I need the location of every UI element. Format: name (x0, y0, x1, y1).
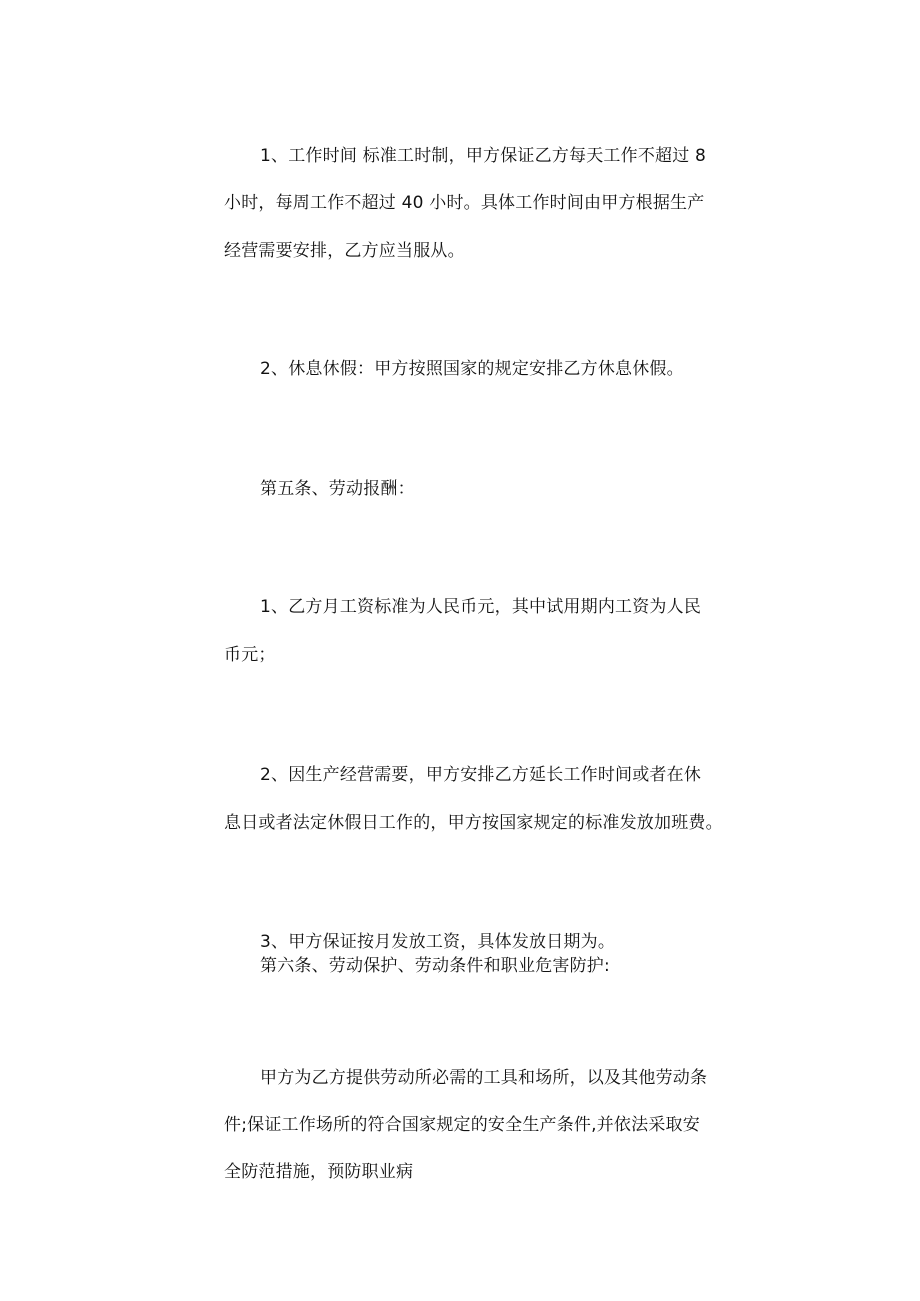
protection-line-3: 全防范措施，预防职业病 (224, 1162, 414, 1182)
protection-line-1: 甲方为乙方提供劳动所必需的工具和场所，以及其他劳动条 (260, 1068, 708, 1088)
rest-leave-line: 2、休息休假：甲方按照国家的规定安排乙方休息休假。 (260, 359, 684, 379)
overtime-line-2: 息日或者法定休假日工作的，甲方按国家规定的标准发放加班费。 (224, 813, 723, 833)
work-hours-line-1: 1、工作时间 标准工时制，甲方保证乙方每天工作不超过 8 (260, 146, 707, 166)
work-hours-line-3: 经营需要安排，乙方应当服从。 (224, 241, 465, 261)
article-5-heading: 第五条、劳动报酬： (260, 479, 415, 499)
overtime-line-1: 2、因生产经营需要，甲方安排乙方延长工作时间或者在休 (260, 765, 702, 785)
salary-line-1: 1、乙方月工资标准为人民币元，其中试用期内工资为人民 (260, 597, 702, 617)
payday-line: 3、甲方保证按月发放工资，具体发放日期为。 (260, 932, 616, 952)
protection-line-2: 件;保证工作场所的符合国家规定的安全生产条件,并依法采取安 (224, 1115, 700, 1135)
article-6-heading: 第六条、劳动保护、劳动条件和职业危害防护: (260, 956, 610, 976)
salary-line-2: 币元； (224, 645, 276, 665)
work-hours-line-2: 小时，每周工作不超过 40 小时。具体工作时间由甲方根据生产 (224, 193, 705, 213)
